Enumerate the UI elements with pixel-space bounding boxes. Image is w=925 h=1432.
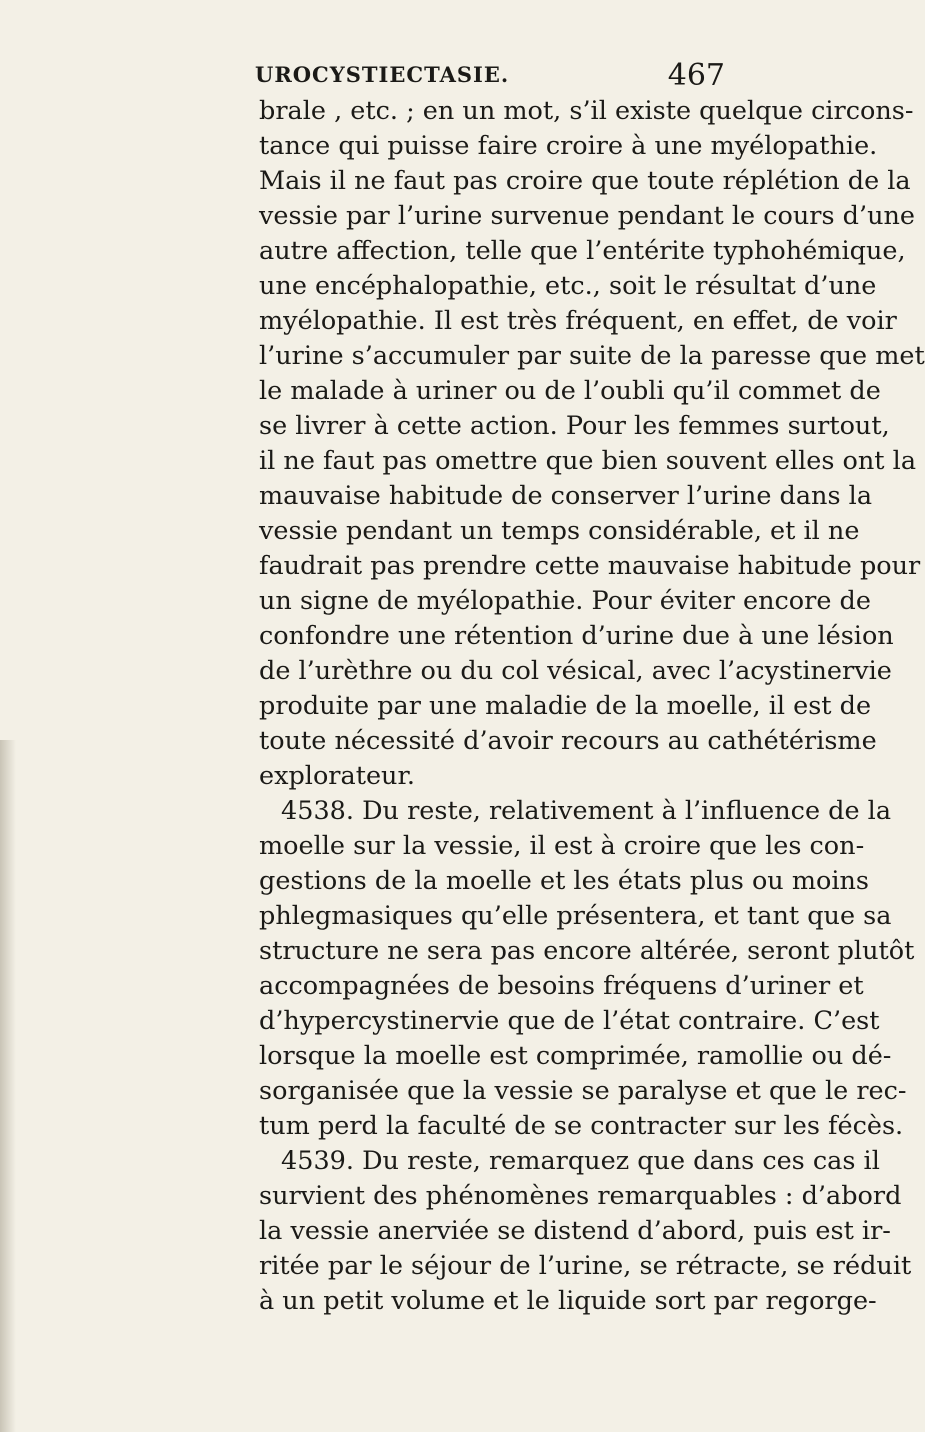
text-line: faudrait pas prendre cette mauvaise habitude pour (259, 551, 921, 581)
text-line: la vessie anerviée se distend d’abord, puis est ir- (259, 1216, 891, 1246)
text-line: un signe de myélopathie. Pour éviter encore de (259, 586, 871, 616)
text-line: moelle sur la vessie, il est à croire que les con- (259, 831, 865, 861)
page-header (255, 58, 725, 96)
text-line: à un petit volume et le liquide sort par regorge- (259, 1286, 877, 1316)
text-line: lorsque la moelle est comprimée, ramollie ou dé- (259, 1041, 892, 1071)
text-line: confondre une rétention d’urine due à une lésion (259, 621, 894, 651)
text-line: vessie pendant un temps considérable, et il ne (259, 516, 860, 546)
text-line: 4539. Du reste, remarquez que dans ces cas il (281, 1146, 880, 1176)
text-line: explorateur. (259, 761, 415, 791)
text-line: d’hypercystinervie que de l’état contraire. C’est (259, 1006, 880, 1036)
text-line: le malade à uriner ou de l’oubli qu’il commet de (259, 376, 881, 406)
text-line: tance qui puisse faire croire à une myélopathie. (259, 131, 878, 161)
text-line: produite par une maladie de la moelle, il est de (259, 691, 872, 721)
text-line: tum perd la faculté de se contracter sur les fécès. (259, 1111, 904, 1141)
text-line: survient des phénomènes remarquables : d’abord (259, 1181, 902, 1211)
text-line: brale , etc. ; en un mot, s’il existe quelque circons- (259, 96, 914, 126)
page-gutter-shadow (0, 740, 16, 1432)
text-line: mauvaise habitude de conserver l’urine dans la (259, 481, 873, 511)
text-line: phlegmasiques qu’elle présentera, et tant que sa (259, 901, 892, 931)
text-line: accompagnées de besoins fréquens d’uriner et (259, 971, 864, 1001)
running-title: UROCYSTIECTASIE. (255, 62, 510, 87)
page-number: 467 (667, 58, 725, 93)
text-line: se livrer à cette action. Pour les femmes surtout, (259, 411, 890, 441)
text-line: myélopathie. Il est très fréquent, en effet, de voir (259, 306, 897, 336)
text-line: gestions de la moelle et les états plus ou moins (259, 866, 870, 896)
text-line: de l’urèthre ou du col vésical, avec l’acystinervie (259, 656, 892, 686)
text-line: une encéphalopathie, etc., soit le résultat d’une (259, 271, 877, 301)
text-line: il ne faut pas omettre que bien souvent elles ont la (259, 446, 917, 476)
text-line: Mais il ne faut pas croire que toute réplétion de la (259, 166, 911, 196)
text-line: toute nécessité d’avoir recours au cathétérisme (259, 726, 877, 756)
text-line: sorganisée que la vessie se paralyse et que le rec- (259, 1076, 907, 1106)
text-line: structure ne sera pas encore altérée, seront plutôt (259, 936, 915, 966)
text-line: vessie par l’urine survenue pendant le cours d’une (259, 201, 916, 231)
text-line: 4538. Du reste, relativement à l’influence de la (281, 796, 892, 826)
text-line: l’urine s’accumuler par suite de la paresse que met (259, 341, 925, 371)
text-line: ritée par le séjour de l’urine, se rétracte, se réduit (259, 1251, 912, 1281)
text-line: autre affection, telle que l’entérite typhohémique, (259, 236, 906, 266)
